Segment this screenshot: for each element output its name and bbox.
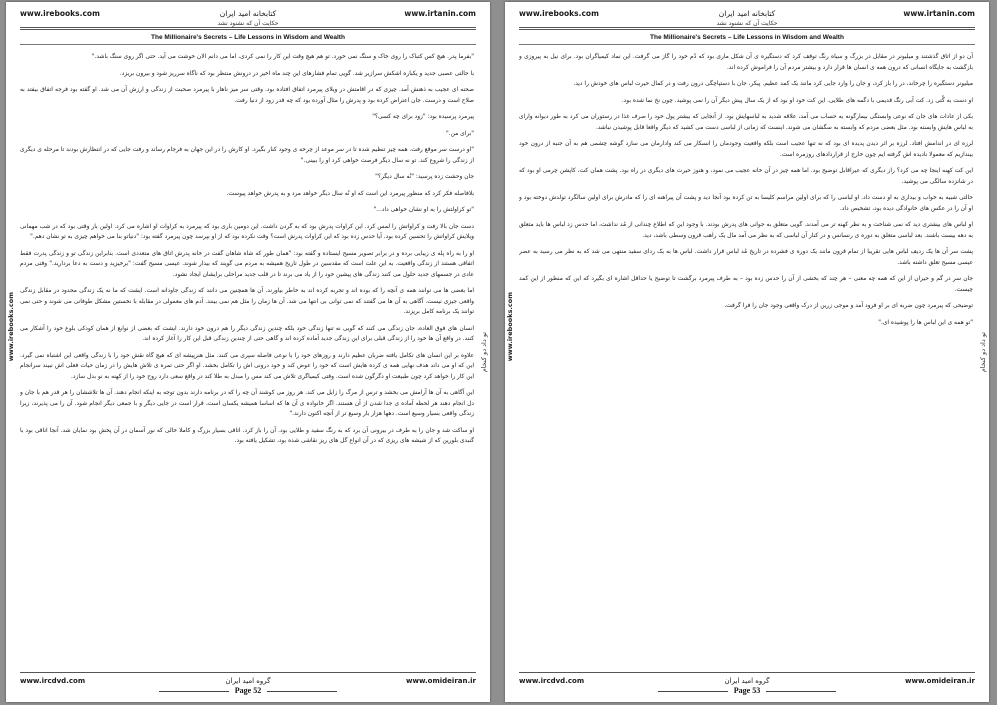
paragraph: انسان های فوق العاده، جان زندگی می کنند که گویی نه تنها زندگی خود بلکه چندین زندگی دیگر را هم درون خود دارند. ایشت که بعضی از نوابغ از همان کودکی بلوغ خود را آشکار می کنند. در واقع آن ها خود را از زندگی قبلی برای این زندگی جدید آماده کرده اند و گاهی حتی از چندین زندگی قبل این کار را آغاز کرده اند. [20, 325, 474, 342]
paragraph: با حالتی عصبی جدید و یکباره اشکش سرازیر شد. گویی تمام فشارهای این چند ماه اخیر در درونش منتظر بود که ناگاه سرریز شود و بیرون بریزد. [119, 70, 474, 77]
paragraph: آن دو از اتاق گذشتند و میلیونر در مقابل در بزرگ و سیاه رنگ توقف کرد که دستگیره ی آن شکل ماری بود که دُم خود را گاز می گرفت. این نماد کیمیاگران بود. برای نیل به پیروزی و بازگشت به جایگاه انسانی که درون همه ی انسان ها قرار دارد و بیشتر مردم آن را فراموش کرده اند. [519, 54, 973, 71]
paragraph: دست جان بالا رفت و کراواتش را لمس کرد. این کراوات پدرش بود که به گردن داشت. این دومین باری بود که پیرمرد به کراوات او اشاره می کرد. اولین بار وقتی بود که در شب مهمانی ویلایش کراواتش را تحسین کرده بود. آیا حدس زده بود که این کراوات پدرش است؟ وقت نکرده بود که از او بپرسد چون پیرمرد گفته بود: "دنیاتو بنا می خواهم چیزی به تو نشان دهم." [20, 223, 474, 240]
paragraph: او را به راه پله ی زیبایی برده و در برابر تصویر مسیح ایستاده و گفته بود: "همان طور که شاه شاهان گفت در خانه پدرش اتاق های متعددی است. بنابراین زندگی تو و زندگی پدرت فقط اتفاقی هستند از زندگی واقعیت. به این علت است که مقدسین در طول تاریخ همیشه به مردم می گویند که بیدار شوند. عیسی مسیح گفت: "برخیزید و دست به دعا بردارید." وقتی مردم عادی در جسمهای جدید حلول می کنند زندگی های پیشین خود را از یاد می برند تا در قلب جدید مراحلی برایشان ایجاد نشود. [20, 250, 474, 278]
paragraph: بلافاصله فکر کرد که منظور پیرمرد این است که او نُه سال دیگر خواهد مرد و به پدرش خواهد پیوست. [226, 190, 474, 197]
header-site-left: www.irebooks.com [20, 9, 100, 18]
paragraph: جان سر در گم و حیران از این که همه چه معنی – هر چند که بخشی از آن را حدس زده بود – به طرف پیرمرد برگشت تا توضیح یا حداقل اشاره ای بگیرد که این که منظور از این کمد چیست. [519, 276, 973, 293]
footer-site-left: www.ircdvd.com [519, 677, 585, 685]
paragraph: میلیونر دستگیره را چرخاند، در را باز کرد، و جان را وارد جایی کرد مانند یک کمد عظیم. پیکر، جان با دستپاچگی درون رفت و در کمال حیرت لباس های خودش را دید. [573, 81, 973, 87]
header-subtitle: حکایت آن که نشنود نشد [716, 20, 778, 27]
page-header [519, 6, 975, 30]
header-rule [20, 27, 476, 28]
page-footer [519, 672, 975, 696]
footer-group-name: گروه امید ایران [225, 677, 271, 685]
side-site-label: www.irebooks.com [506, 292, 514, 362]
header-site-right: www.irtanin.com [404, 9, 476, 18]
footer-rule [519, 672, 975, 673]
footer-group-name: گروه امید ایران [724, 677, 770, 685]
header-rule [20, 29, 476, 30]
book-title: The Millionaire's Secrets – Life Lessons in Wisdom and Wealth [650, 34, 844, 41]
side-vertical-label: تو داد دو کنخام [480, 332, 488, 373]
paragraph: اما بعضی ها می توانند همه ی آنچه را که بوده اند و تجربه کرده اند به خاطر بیاورند. آن ها همچنین می دانند که زندگی جاودانه است. ایشت که ما نه یک زندگی محدود در مقابل زندگی واقعی جیزی نیست. آگاهی به آن ها می گفتند که نمی توانی بی انتها می شد. آن ها زمان را مثل هم نمی بینند. آدم های معمولی در مقابله با نخستین مشکل طوفانی می شوند و حتی نمی توانند یک برنامه کامل بریزند. [20, 288, 474, 315]
side-vertical-label: تو داد دو کنخام [979, 332, 987, 373]
paragraph: او دست به گُتی زد. کت آبی رنگ قدیمی با دگمه های طلایی. این کت خود او بود که از یک سال پیش دیگر آن را نمی پوشید. چون نخ نما شده بود. [621, 97, 973, 104]
title-rule [20, 44, 476, 45]
title-rule [519, 44, 975, 45]
page-number: Page 53 [519, 686, 975, 695]
book-title: The Millionaire's Secrets – Life Lessons in Wisdom and Wealth [151, 34, 345, 41]
paragraph: "برای من." [446, 130, 474, 137]
paragraph: جان وحشت زده پرسید: "نُه سال دیگر؟" [375, 174, 474, 180]
paragraph: صحنه ای عجیب به ذهنش آمد. چیزی که در اقامتش در ویلای پیرمرد اتفاق افتاده بود. وقتی سر میز ناهار با پیرمرد صحبت از زندگی و ارزش آن می شد. او گفته بود فرجه اتفاق بیفتد به صلاح است و درست. جان اعتراض کرده بود و پدرش را مثال آورده بود که چه قدر زود از دنیا رفت. [20, 87, 474, 104]
header-site-right: www.irtanin.com [903, 9, 975, 18]
paragraph: "بفرما پدر. هیچ کس کتباک را روی خاک و سنگ نمی خورد. تو هم هیچ وقت این کار را نمی کردی، اما می دانم الان خوشت می آید. حتی اگر روی سنگ باشد." [91, 54, 474, 60]
paragraph: "تو کراولتش را به او نشان خواهی داد..." [373, 207, 474, 213]
header-rule [519, 29, 975, 30]
footer-site-right: www.omideiran.ir [406, 677, 476, 685]
paragraph: او لباس های بیشتری دید که نمی شناخت و به نظر کهنه تر می آمدند. گویی متعلق به جوانی های پدرش بودند. با وجود این که اطلاع چندانی از مُد نداشت، اما حدس زد لباس ها باید متعلق به دهه بیست باشند. بعد لباسی متعلق به دوره ی رنسانس و در کنار آن لباسی که به نظر می آمد مال یک راهب قرون وسطی باشد، دید. [519, 222, 973, 239]
footer-site-left: www.ircdvd.com [20, 677, 86, 685]
left-page [6, 2, 490, 702]
page-header [20, 6, 476, 30]
header-library-name: کتابخانه امید ایران [219, 9, 277, 18]
footer-rule [20, 672, 476, 673]
paragraph: حالتی شبیه به خواب و بیداری به او دست داد. او لباسی را که برای اولین مراسم کلیسا به تن کرده بود آنجا دید و پشت آن پیراهنه ای را که مادرش برای اولین سالگرد تولدش دوخته بود و او آن را در عکس های خانوادگی دیده بود، تشخیص داد. [519, 195, 973, 212]
side-site-label: www.irebooks.com [7, 292, 15, 362]
paragraph: "تو همه ی این لباس ها را پوشیده ای." [878, 319, 973, 326]
page-number: Page 52 [20, 686, 476, 695]
paragraph: بکی از عادات های جان که نوعی وابستگی بیمارگونه به حساب می آمد، علاقه شدید به لباسهایش بود. از آنجایی که بیشتر پول خود را صرف غذا در رستوران می کرد به طور دیوانه وارای به لباس هایش وابسته بود. مثل بعضی مردم که وابسته به سگشان می شوند. اینست که زمانی از لباسی دست می کشید که دیگر واقعا قابل پوشیدن نباشد. [519, 114, 973, 131]
header-library-name: کتابخانه امید ایران [718, 9, 776, 18]
paragraph: این آگاهی به آن ها آرامش می بخشد و ترس از مرگ را زایل می کند. هر روز می کوشند آن چه را که در برنامه دارند بدون توجه به اینکه انجام دهند. آن ها تلاششان را هر قدر هم با جان و دل انجام دهند هر لحظه آماده ی جدا شدن از آن هستند. اگر خانواده ی آن ها که اساسا همیشه یکسان است، قرار است در جایی دیگر و با جمعی دیگر انجام شود. آن را می پذیرند، زیرا زندگی واقعی بسیار وسیع است. دهها هزار بار وسیع تر از آنچه اکنون دارند." [20, 390, 474, 417]
page-body-text [519, 52, 973, 664]
paragraph: توضیحی که پیرمرد چون ضربه ای بر او فرود آمد و موجی زرین از درک واقعی وجود جان را فرا گرفت. [724, 303, 973, 309]
paragraph: "او درست سر موقع رفت. همه چیز تنظیم شده تا در سر موعد از چرخه ی وجود کنار بگیرد. او کارش را در این جهان به فرجام رساند و رفت جایی که در انتظارش بودند تا مرحله ی دیگری از زندگی را شروع کند. تو نه سال دیگر فرصت خواهی کرد او را ببینی." [20, 147, 474, 164]
header-site-left: www.irebooks.com [519, 9, 599, 18]
page-body-text [20, 52, 474, 664]
right-page [505, 2, 989, 702]
paragraph: علاوه بر این انسان های تکامل یافته ضربان عظیم دارند و روزهای خود را با نوعی فاصله سپری می کنند. مثل هنرپیشه ای که هیچ گاه نقش خود را با زندگی واقعی این اشتباه نمی گیرد. این که او می داند هدف نهایی همه ی کرده هایش است که خود را عوض کند و خود درونی اش را تکامل بخشد. او اگر حتی تمره ی تلاش هایش را در زمان حیات فعلی اش نبیند سرانجام این کار را خواهد کرد چون طبیعت او دگرگون شده است. وقتی کیمیاگری تلاش می کند مس را مبدل به طلا کند در واقع سعی دارد روح خود را از کهنه به نو بدل سازد. [20, 352, 474, 380]
paragraph: لرزه ای در اندامش افتاد. لرزه بر اثر دیدن پدیده ای بود که نه تنها عجیب است بلکه واقعیت وجودمان را انسکار می کند وادارمان می سازد گوشه چشمی هم به آن جنبه از درون خود بیندازیم که معمولا نادیده اش گرفته ایم چون خارج از قراردادهای روزمره است. [519, 141, 973, 158]
paragraph: این کت کهنه اینجا چه می کرد؟ راز دیگری که عیراقابل توضیح بود. اما همه چیز در آن خانه عجیب می نمود، و هنوز حیرت های دیگری در راه بود. پشت همان کت، کاپشن چرمی او بود که در شانزده سالگی می پوشید. [519, 168, 973, 185]
header-subtitle: حکایت آن که نشنود نشد [217, 20, 279, 27]
paragraph: پیرمرد پرسیده بود: "زود برای چه کسی؟" [372, 114, 474, 120]
paragraph: پشت سر آن ها یک ردیف لباس هایی تقریبا از تمام قرون مانند یک دوره ی فشرده در تاریخ مُد لباس قرار داشت. لباس ها به یک ردای سفید منتهی می شد که به نظر می رسید به عصر عیسی مسیح تعلق داشته باشد. [519, 249, 973, 266]
paragraph: او ساکت شد و جان را به طرف در بیرونی آن برد که به رنگ سفید و طلایی بود. آن را باز کرد. اتاقی بسیار بزرگ و کاملا خالی که نور آسمان در آن پخش بود نمایان شد. آنجا اتاقی بود با گنبدی بلورین که از شیشه های ریزی که در آن انواع گل های ریز نقاشی شده بود، تشکیل یافته بود. [20, 427, 474, 444]
page-footer [20, 672, 476, 696]
header-rule [519, 27, 975, 28]
footer-site-right: www.omideiran.ir [905, 677, 975, 685]
